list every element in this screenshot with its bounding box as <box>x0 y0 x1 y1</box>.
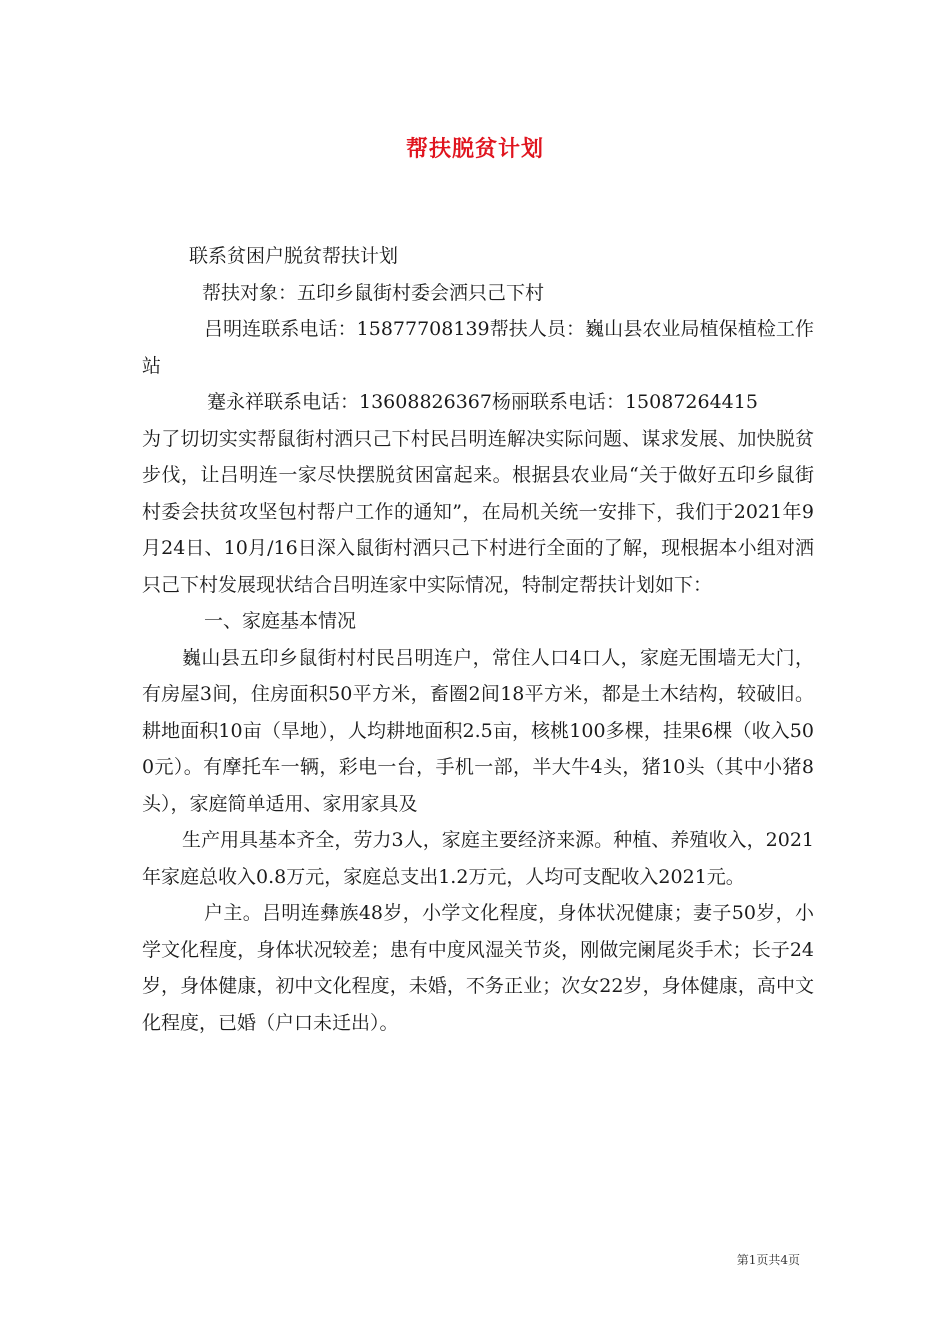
paragraph-contact-2: 蹇永祥联系电话：13608826367杨丽联系电话：15087264415 <box>207 391 758 413</box>
paragraph-contact-1: 吕明连联系电话：15877708139帮扶人员：巍山县农业局植保植检工作站 <box>142 318 814 377</box>
paragraph-family-situation: 巍山县五印乡鼠街村村民吕明连户，常住人口4口人，家庭无围墙无大门，有房屋3间，住房面积50平方米，畜圈2间18平方米，都是土木结构，较破旧。耕地面积10亩（旱地），人均耕地面积2.5亩，核桃100多棵，挂果6棵（收入500元）。有摩托车一辆，彩电一台，手机一部，半大牛4头，猪10头（其中小猪8头），家庭简单适用、家用家具及 <box>142 646 814 815</box>
section-heading-family: 一、家庭基本情况 <box>204 610 357 632</box>
paragraph-target: 帮扶对象：五印乡鼠街村委会洒只己下村 <box>202 281 545 304</box>
paragraph-subtitle: 联系贫困户脱贫帮扶计划 <box>189 245 399 267</box>
paragraph-income: 生产用具基本齐全，劳力3人，家庭主要经济来源。种植、养殖收入，2021年家庭总收入0.8万元，家庭总支出1.2万元，人均可支配收入2021元。 <box>142 829 814 888</box>
page-indicator: 第1页共4页 <box>736 1253 800 1267</box>
document-title: 帮扶脱贫计划 <box>405 136 544 162</box>
paragraph-intro: 为了切切实实帮鼠街村洒只己下村民吕明连解决实际问题、谋求发展、加快脱贫步伐，让吕明连一家尽快摆脱贫困富起来。根据县农业局“关于做好五印乡鼠街村委会扶贫攻坚包村帮户工作的通知”，在局机关统一安排下，我们于2021年9月24日、10月/16日深入鼠街村洒只己下村进行全面的了解，现根据本小组对洒只己下村发展现状结合吕明连家中实际情况，特制定帮扶计划如下： <box>142 427 814 596</box>
document-body <box>142 238 814 1041</box>
paragraph-household-members: 户主。吕明连彝族48岁，小学文化程度，身体状况健康；妻子50岁，小学文化程度，身体状况较差；患有中度风湿关节炎，刚做完阑尾炎手术；长子24岁，身体健康，初中文化程度，未婚，不务正业；次女22岁，身体健康，高中文化程度，已婚（户口未迁出）。 <box>142 902 814 1034</box>
